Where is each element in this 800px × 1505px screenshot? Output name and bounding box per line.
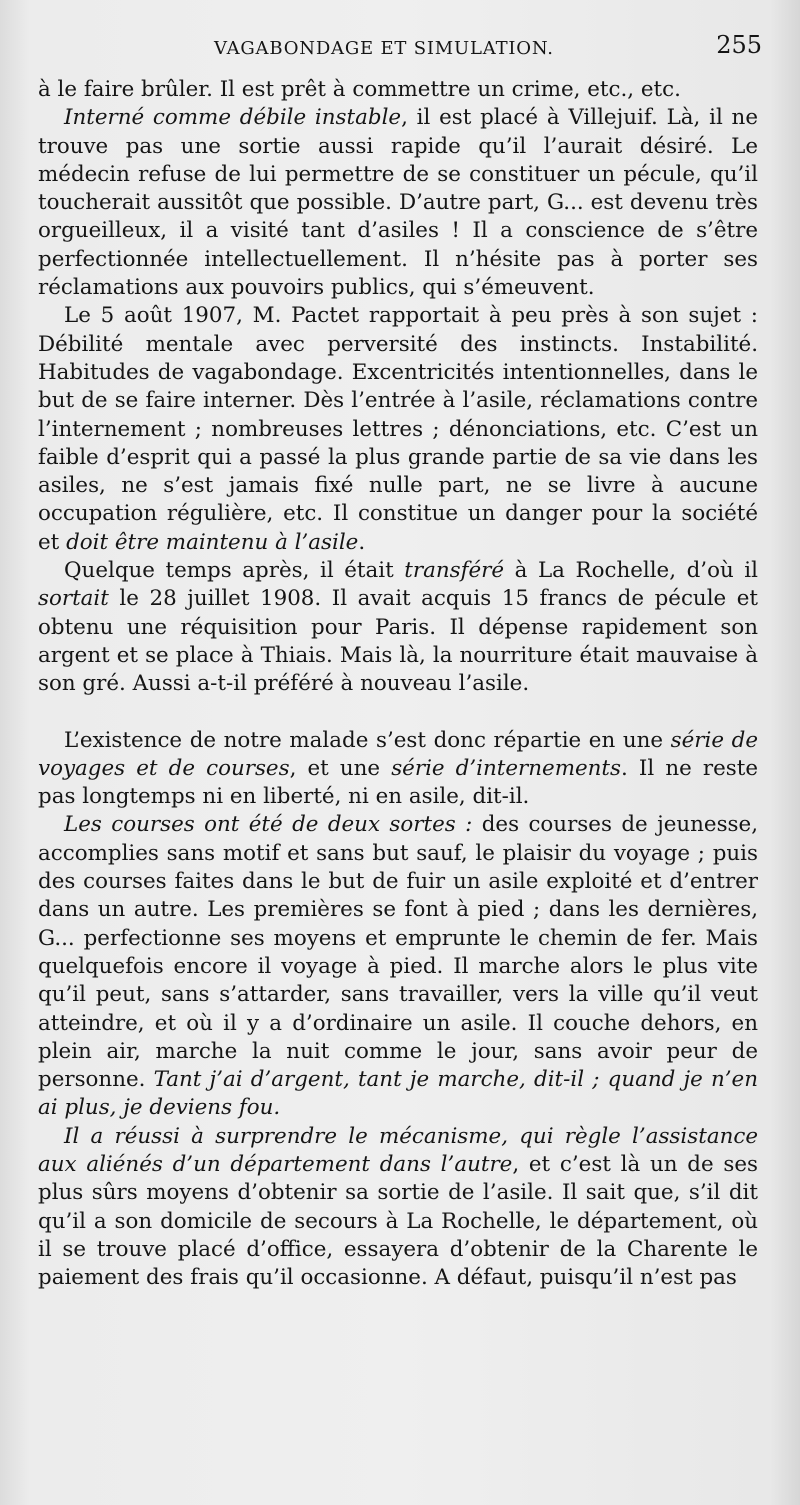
- italic-text: sortait: [38, 586, 109, 612]
- paragraph: [38, 811, 758, 1122]
- text-run: .: [358, 529, 366, 555]
- paragraph: [38, 727, 758, 812]
- paragraph: [38, 1123, 758, 1293]
- italic-text: série d’internements: [391, 755, 622, 781]
- italic-text: Les courses ont été de deux sortes :: [64, 812, 473, 838]
- italic-text: transféré: [404, 558, 505, 584]
- text-run: Le 5 août 1907, M. Pactet rapportait à peu près à son sujet : Débilité mentale avec perversité des instincts. Instabilité. Habitudes de vagabondage. Excentricités intentionnelles, dans le but de se faire interner. Dès l’entrée à l’asile, réclamations contre l’internement ; nombreuses lettres ; dénonciations, etc. C’est un faible d’esprit qui a passé la plus grande partie de sa vie dans les asiles, ne s’est jamais fixé nulle part, ne se livre à aucune occupation régulière, etc. Il constitue un danger pour la société et: [38, 303, 758, 555]
- paragraph: [38, 76, 758, 104]
- italic-text: doit être maintenu à l’asile: [66, 529, 359, 555]
- page-number: 255: [716, 31, 762, 59]
- italic-text: Interné comme débile instable: [64, 105, 402, 131]
- paragraph: [38, 557, 758, 698]
- text-run: , et c’est là un de ses plus sûrs moyens d’obtenir sa sortie de l’asile. Il sait que, s’il dit qu’il a son domicile de secours à La Rochelle, le département, où il se trouve placé d’office, essayera d’obtenir de la Charente le paiement des frais qu’il occasionne. A défaut, puisqu’il n’est pas: [38, 1151, 758, 1291]
- paragraph: [38, 104, 758, 302]
- text-run: , il est placé à Villejuif. Là, il ne trouve pas une sortie aussi rapide qu’il l’aurait désiré. Le médecin refuse de lui permettre de se constituer un pécule, qu’il toucherait aussitôt que possible. D’autre part, G... est devenu très orgueilleux, il a visité tant d’asiles ! Il a conscience de s’être perfectionnée intellectuellement. Il n’hésite pas à porter ses réclamations aux pouvoirs publics, qui s’émeuvent.: [38, 105, 758, 301]
- text-run: des courses de jeunesse, accomplies sans motif et sans but sauf, le plaisir du voyage ; puis des courses faites dans le but de fuir un asile exploité et d’entrer dans un autre. Les premières se font à pied ; dans les dernières, G... perfectionne ses moyens et emprunte le chemin de fer. Mais quelquefois encore il voyage à pied. Il marche alors le plus vite qu’il peut, sans s’attarder, sans travailler, vers la ville qu’il veut atteindre, et où il y a d’ordinaire un asile. Il couche dehors, en plein air, marche la nuit comme le jour, sans avoir peur de personne.: [38, 812, 758, 1093]
- italic-text: Il a réussi à surprendre le mécanisme, qui règle l’assistance aux aliénés d’un département dans l’autre: [38, 1123, 758, 1177]
- text-run: . Il ne reste pas longtemps ni en liberté, ni en asile, dit-il.: [38, 755, 759, 810]
- running-head: VAGABONDAGE ET SIMULATION.: [214, 38, 554, 59]
- page-body: [38, 76, 758, 1292]
- text-run: à le faire brûler. Il est prêt à commettre un crime, etc., etc.: [38, 77, 681, 102]
- text-run: à La Rochelle, d’où il: [504, 558, 758, 584]
- text-run: , et une: [289, 755, 392, 781]
- text-run: Quelque temps après, il était: [64, 558, 405, 584]
- text-run: L’existence de notre malade s’est donc répartie en une: [64, 727, 671, 753]
- paragraph: [38, 302, 758, 557]
- italic-text: Tant j’ai d’argent, tant je marche, dit-il ; quand je n’en ai plus, je deviens fou.: [38, 1067, 758, 1121]
- italic-text: série de voyages et de courses: [38, 727, 758, 781]
- text-run: le 28 juillet 1908. Il avait acquis 15 francs de pécule et obtenu une réquisition pour Paris. Il dépense rapidement son argent et se place à Thiais. Mais là, la nourriture était mauvaise à son gré. Aussi a-t-il préféré à nouveau l’asile.: [38, 586, 758, 697]
- page-header: [40, 28, 762, 64]
